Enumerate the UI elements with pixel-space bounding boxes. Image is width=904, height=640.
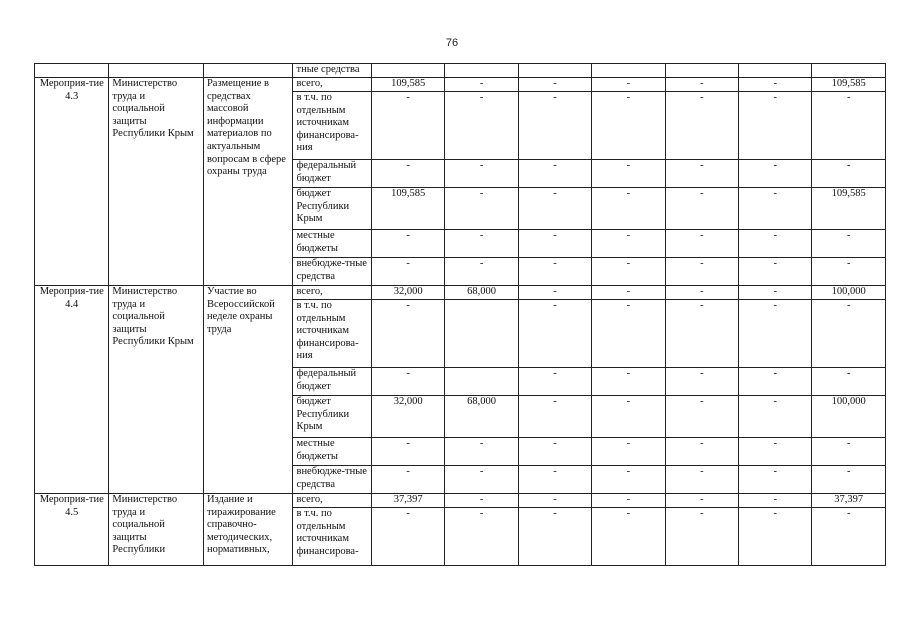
value-cell: - — [739, 494, 812, 508]
empty-cell — [35, 64, 109, 78]
value-cell — [445, 300, 518, 368]
value-cell: - — [445, 78, 518, 92]
value-cell: - — [371, 300, 444, 368]
value-cell: - — [812, 258, 886, 286]
value-cell: - — [592, 368, 665, 396]
value-cell: - — [665, 494, 738, 508]
value-cell: - — [371, 508, 444, 566]
value-cell — [445, 64, 518, 78]
funding-source-cell: всего, — [293, 286, 371, 300]
description-cell: Издание и тиражирование справочно-методических, нормативных, — [203, 494, 293, 566]
funding-source-cell: бюджет Республики Крым — [293, 396, 371, 438]
value-cell: - — [445, 230, 518, 258]
value-cell: - — [518, 396, 591, 438]
funding-source-cell: внебюдже-тные средства — [293, 466, 371, 494]
value-cell: - — [665, 300, 738, 368]
table-row — [35, 494, 886, 508]
executor-cell: Министерство труда и социальной защиты Республики Крым — [109, 286, 204, 494]
value-cell: - — [812, 368, 886, 396]
value-cell: - — [592, 466, 665, 494]
funding-source-cell: всего, — [293, 78, 371, 92]
value-cell: - — [445, 508, 518, 566]
value-cell: 68,000 — [445, 396, 518, 438]
description-cell: Участие во Всероссийской неделе охраны труда — [203, 286, 293, 494]
funding-source-cell: федеральный бюджет — [293, 160, 371, 188]
value-cell — [739, 64, 812, 78]
value-cell: - — [592, 494, 665, 508]
value-cell: - — [739, 286, 812, 300]
funding-source-cell: в т.ч. по отдельным источникам финансирова-ния — [293, 300, 371, 368]
value-cell: - — [518, 300, 591, 368]
empty-cell — [109, 64, 204, 78]
funding-source-cell: местные бюджеты — [293, 230, 371, 258]
funding-source-cell: внебюдже-тные средства — [293, 258, 371, 286]
value-cell: 68,000 — [445, 286, 518, 300]
value-cell: - — [518, 508, 591, 566]
value-cell: - — [518, 78, 591, 92]
value-cell: - — [518, 368, 591, 396]
page-number: 76 — [445, 37, 459, 49]
value-cell: - — [445, 160, 518, 188]
value-cell: - — [371, 230, 444, 258]
value-cell: - — [371, 466, 444, 494]
value-cell: - — [812, 160, 886, 188]
value-cell: - — [812, 508, 886, 566]
value-cell: - — [592, 396, 665, 438]
funding-source-cell: федеральный бюджет — [293, 368, 371, 396]
value-cell: - — [371, 368, 444, 396]
value-cell: - — [592, 258, 665, 286]
value-cell: - — [739, 92, 812, 160]
table-row — [35, 64, 886, 78]
executor-cell: Министерство труда и социальной защиты Республики — [109, 494, 204, 566]
value-cell: - — [739, 258, 812, 286]
value-cell: - — [518, 160, 591, 188]
executor-cell: Министерство труда и социальной защиты Республики Крым — [109, 78, 204, 286]
value-cell: 37,397 — [812, 494, 886, 508]
value-cell: 109,585 — [371, 78, 444, 92]
value-cell — [371, 64, 444, 78]
value-cell: - — [665, 508, 738, 566]
value-cell: - — [445, 466, 518, 494]
value-cell: - — [445, 438, 518, 466]
value-cell: - — [739, 508, 812, 566]
value-cell: - — [445, 92, 518, 160]
value-cell: - — [665, 160, 738, 188]
empty-cell — [203, 64, 293, 78]
funding-source-cell: всего, — [293, 494, 371, 508]
value-cell — [812, 64, 886, 78]
value-cell: - — [665, 78, 738, 92]
value-cell: - — [518, 188, 591, 230]
value-cell: 109,585 — [812, 188, 886, 230]
value-cell: - — [665, 396, 738, 438]
value-cell: - — [445, 258, 518, 286]
value-cell: - — [665, 368, 738, 396]
value-cell: - — [592, 438, 665, 466]
value-cell: - — [739, 438, 812, 466]
value-cell: 37,397 — [371, 494, 444, 508]
value-cell: - — [518, 258, 591, 286]
value-cell: - — [371, 92, 444, 160]
value-cell: - — [592, 286, 665, 300]
value-cell: - — [665, 188, 738, 230]
funding-source-cell: в т.ч. по отдельным источникам финансирова-ния — [293, 92, 371, 160]
value-cell: - — [592, 508, 665, 566]
value-cell: 100,000 — [812, 396, 886, 438]
value-cell: - — [739, 396, 812, 438]
value-cell: - — [812, 466, 886, 494]
value-cell: - — [445, 188, 518, 230]
value-cell: - — [592, 300, 665, 368]
value-cell: 109,585 — [812, 78, 886, 92]
value-cell: - — [371, 258, 444, 286]
value-cell: - — [518, 438, 591, 466]
value-cell: - — [812, 230, 886, 258]
value-cell: 100,000 — [812, 286, 886, 300]
value-cell: 109,585 — [371, 188, 444, 230]
value-cell: - — [518, 230, 591, 258]
value-cell: - — [739, 368, 812, 396]
value-cell: 32,000 — [371, 396, 444, 438]
value-cell: - — [371, 438, 444, 466]
table-body — [35, 64, 886, 566]
value-cell: - — [665, 438, 738, 466]
value-cell: - — [592, 188, 665, 230]
value-cell — [445, 368, 518, 396]
value-cell: - — [739, 188, 812, 230]
value-cell: - — [665, 258, 738, 286]
funding-source-cell: в т.ч. по отдельным источникам финансирова- — [293, 508, 371, 566]
value-cell: - — [518, 92, 591, 160]
value-cell: - — [739, 300, 812, 368]
value-cell — [592, 64, 665, 78]
value-cell: - — [592, 230, 665, 258]
value-cell: - — [739, 466, 812, 494]
activity-cell: Мероприя-тие 4.5 — [35, 494, 109, 566]
value-cell: - — [592, 160, 665, 188]
value-cell: - — [518, 494, 591, 508]
value-cell — [665, 64, 738, 78]
activity-cell: Мероприя-тие 4.3 — [35, 78, 109, 286]
funding-source-cell: местные бюджеты — [293, 438, 371, 466]
description-cell: Размещение в средствах массовой информации материалов по актуальным вопросам в сфере охраны труда — [203, 78, 293, 286]
funding-source-cell: тные средства — [293, 64, 371, 78]
activity-cell: Мероприя-тие 4.4 — [35, 286, 109, 494]
table-row — [35, 286, 886, 300]
value-cell: - — [739, 160, 812, 188]
value-cell: - — [665, 466, 738, 494]
value-cell: - — [812, 300, 886, 368]
value-cell: - — [812, 92, 886, 160]
funding-source-cell: бюджет Республики Крым — [293, 188, 371, 230]
value-cell — [518, 64, 591, 78]
value-cell: - — [739, 230, 812, 258]
value-cell: - — [592, 92, 665, 160]
value-cell: - — [739, 78, 812, 92]
value-cell: - — [665, 92, 738, 160]
table-row — [35, 78, 886, 92]
value-cell: - — [592, 78, 665, 92]
value-cell: - — [518, 466, 591, 494]
budget-table — [34, 63, 886, 566]
value-cell: - — [812, 438, 886, 466]
value-cell: - — [665, 286, 738, 300]
value-cell: 32,000 — [371, 286, 444, 300]
value-cell: - — [445, 494, 518, 508]
value-cell: - — [518, 286, 591, 300]
value-cell: - — [371, 160, 444, 188]
value-cell: - — [665, 230, 738, 258]
